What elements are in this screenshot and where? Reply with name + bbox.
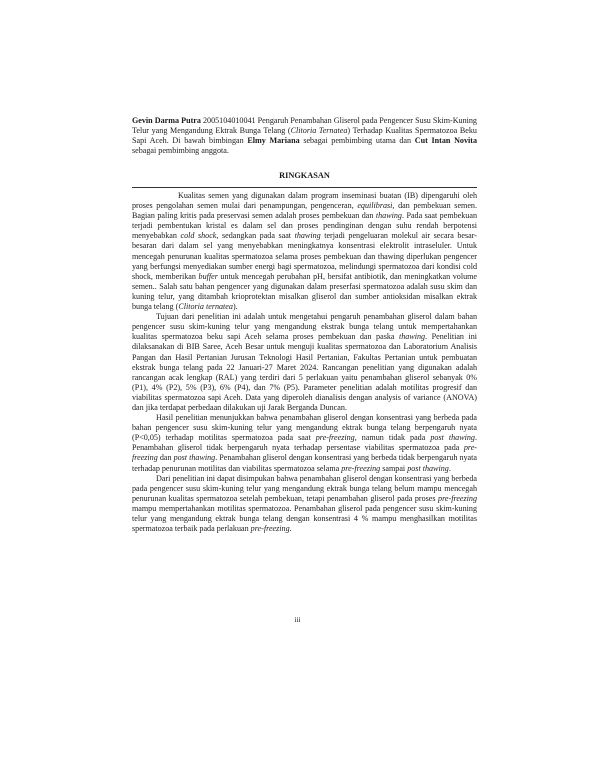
section-title: RINGKASAN [279, 171, 330, 180]
title-divider [132, 187, 477, 188]
paragraph-3: Hasil penelitian menunjukkan bahwa penambahan gliserol dengan konsentrasi yang berbeda pada bahan pengencer susu skim-kuning telur yang mengandung ektrak bunga telang berpengaruh nyata (P<0,05) terhadap motilitas spermatozoa pada saat pre-freezing, namun tidak pada post thawing. Penambahan gliserol tidak berpengaruh nyata terhadap persentase viabilitas spermatozoa pada pre-freezing dan post thawing. Penambahan gliserol dengan konsentrasi yang berbeda tidak berpengaruh nyata terhadap penurunan motilitas dan viabilitas spermatozoa selama pre-freezing sampai post thawing. [132, 413, 477, 473]
summary-body [132, 191, 477, 534]
supervisor-main: Elmy Mariana [247, 136, 300, 146]
page-number: iii [294, 615, 301, 624]
paragraph-4: Dari penelitian ini dapat disimpukan bahwa penambahan gliserol dengan konsentrasi yang berbeda pada pengencer susu skim-kuning telur yang mengandung ektrak bunga telang belum mampu mencegah penurunan kualitas spermatozoa setelah pembekuan, tetapi penambahan gliserol pada proses pre-freezing mampu mempertahankan motilitas spermatozoa. Penambahan gliserol pada pengencer susu skim-kuning telur yang mengandung ektrak bunga telang dengan konsentrasi 4 % mampu menghasilkan motilitas spermatozoa terbaik pada perlakuan pre-freezing. [132, 473, 477, 534]
paragraph-1: Kualitas semen yang digunakan dalam program inseminasi buatan (IB) dipengaruhi oleh proses pengolahan semen mulai dari penampungan, pengenceran, equilibrasi, dan pembekuan semen. Bagian paling kritis pada preservasi semen adalah proses pembekuan dan thawing. Pada saat pembekuan terjadi pembentukan kristal es dalam sel dan proses pendinginan dengan suhu rendah berpotensi menyebabkan cold shock, sedangkan pada saat thawing terjadi pengeluaran molekul air secara besar-besaran dari dalam sel yang menyebabkan meningkatnya konsentrasi elektrolit intraseluler. Untuk mencegah penurunan kualitas spermatozoa selama proses pembekuan dan thawing diperlukan pengencer yang berfungsi menyediakan sumber energi bagi spermatozoa, melindungi spermatozoa dari kondisi cold shock, memberikan buffer untuk mencegah perubahan pH, bersifat antibiotik, dan meningkatkan volume semen.. Salah satu bahan pengencer yang digunakan dalam preserfasi spermatozoa adalah susu skim dan kuning telur, yang ditambah krioprotektan misalkan gliserol dan sumber antioksidan misalkan ektrak bunga telang (Clitoria ternatea). [132, 191, 478, 312]
header-paragraph: Gevin Darma Putra 2005104010041 Pengaruh Penambahan Gliserol pada Pengencer Susu Skim-Kuning Telur yang Mengandung Ektrak Bunga Telang (Clitoria Ternatea) Terhadap Kualitas Spermatozoa Beku Sapi Aceh. Di bawah bimbingan Elmy Mariana sebagai pembimbing utama dan Cut Intan Novita sebagai pembimbing anggota. [132, 116, 478, 156]
author-name: Gevin Darma Putra [132, 116, 201, 125]
supervisor-member: Cut Intan Novita [414, 136, 478, 146]
paragraph-2: Tujuan dari penelitian ini adalah untuk mengetahui pengaruh penambahan gliserol dalam bahan pengencer susu skim-kuning telur yang mengandung ekstrak bunga telang untuk mempertahankan kualitas spermatozoa beku sapi Aceh selama proses pembekuan dan paska thawing. Penelitian ini dilaksanakan di BIB Saree, Aceh Besar untuk menguji kualitas spermatozoa dan Laboratorium Analisis Pangan dan Hasil Pertanian Jurusan Teknologi Hasil Pertanian, Fakultas Pertanian untuk pembuatan ekstrak bunga telang pada 22 Januari-27 Maret 2024. Rancangan penelitian yang digunakan adalah rancangan acak lengkap (RAL) yang terdiri dari 5 perlakuan yaitu penambahan gliserol sebanyak 0% (P1), 4% (P2), 5% (P3), 6% (P4), dan 7% (P5). Parameter penelitian adalah motilitas progresif dan viabilitas spermatozoa sapi Aceh. Data yang diperoleh dianalisis dengan analysis of variance (ANOVA) dan jika terdapat perbedaan dilakukan uji Jarak Berganda Duncan. [132, 312, 477, 412]
thesis-header [132, 116, 477, 156]
